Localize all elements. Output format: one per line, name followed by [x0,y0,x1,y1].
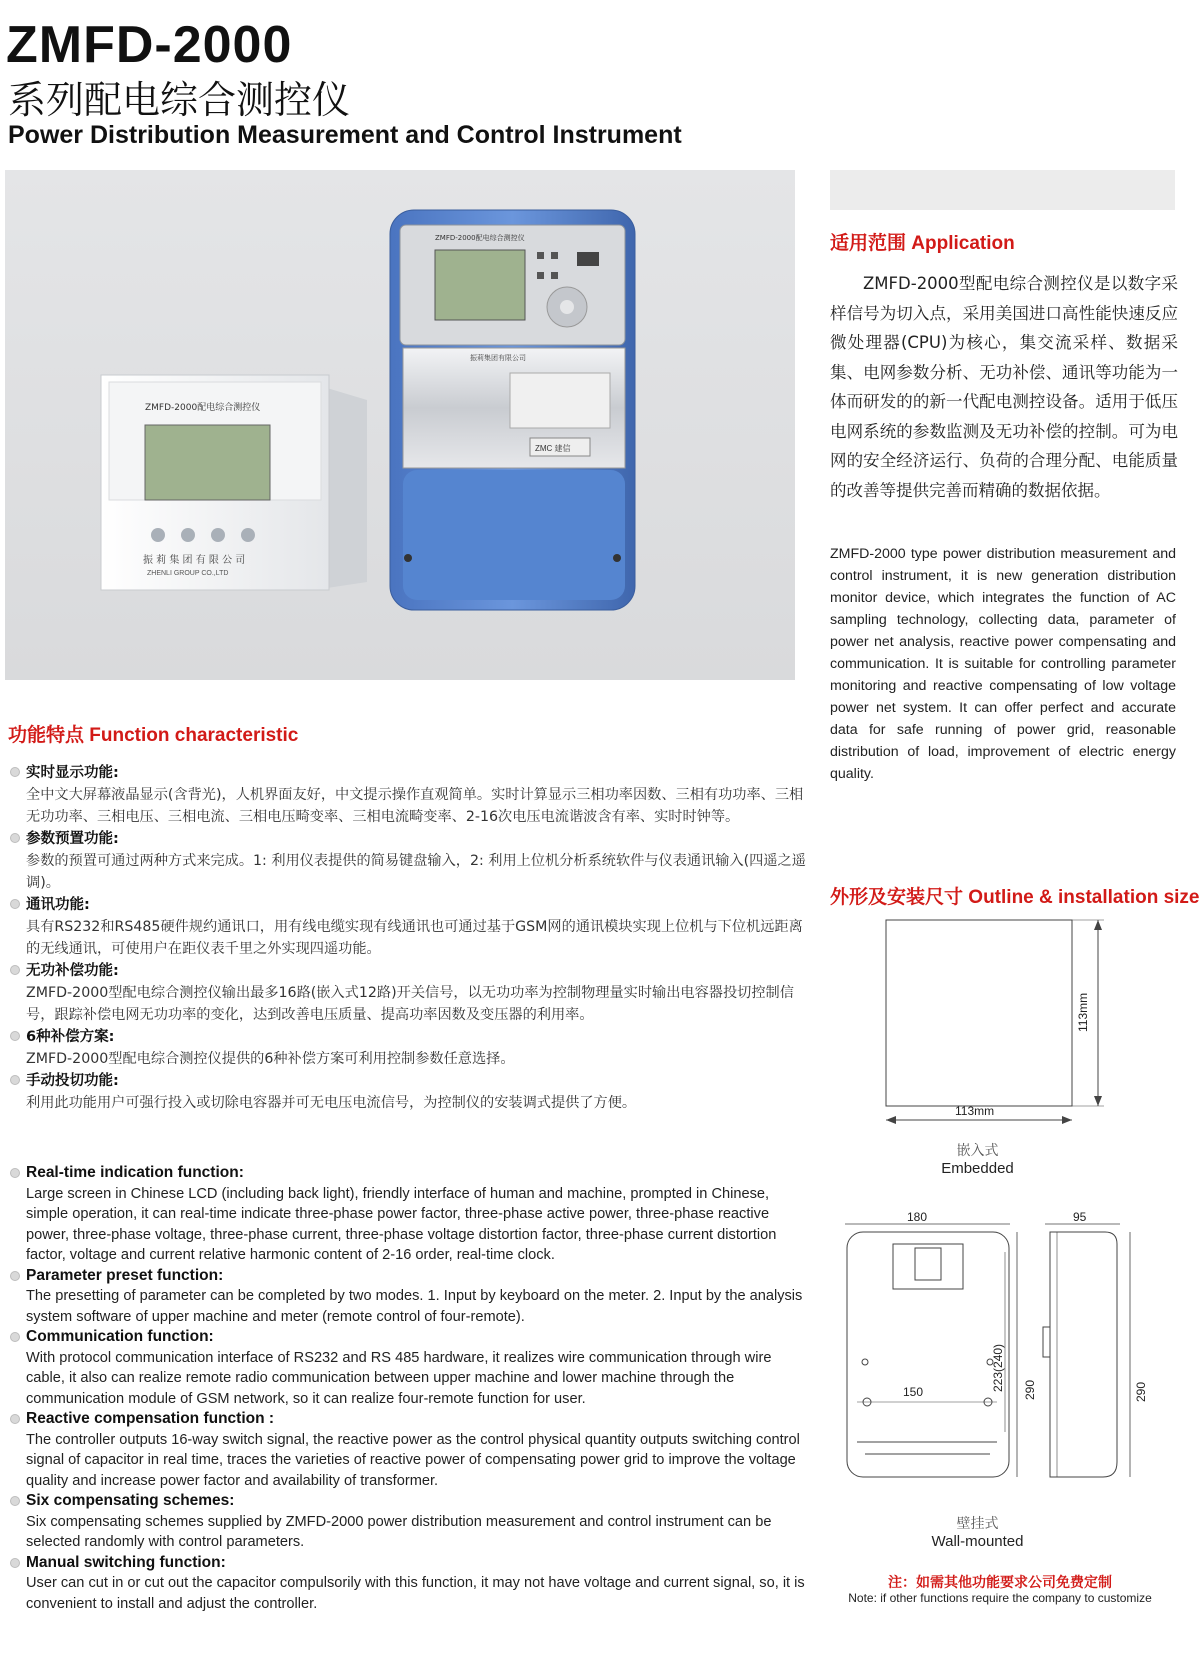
feature-desc: User can cut in or cut out the capacitor compulsorily with this function, it may not have voltage and current signal, so, it is convenient to install and adjust the controller. [26,1575,805,1612]
product-photo [5,170,795,680]
decorative-header-bar [830,170,1175,210]
list-item [8,1553,808,1615]
outline-heading-en: Outline & installation size [968,887,1200,908]
embedded-device-label: ZMFD-2000配电综合测控仪 [145,403,261,413]
embedded-outline-box [886,920,1072,1106]
bullet-icon [10,1332,20,1342]
feature-title: Reactive compensation function : [26,1410,275,1427]
application-heading-en: Application [911,233,1015,254]
wall-caption-en: Wall-mounted [931,1533,1024,1550]
embedded-height-label: 113mm [1076,992,1090,1032]
wall-width-label: 180 [907,1212,928,1224]
application-heading-cn: 适用范围 [830,232,907,254]
embedded-device [101,375,367,590]
bullet-icon [10,1168,20,1178]
bullet-icon [10,1271,20,1281]
list-item [8,960,808,1026]
list-item [8,1163,808,1266]
feature-desc: 具有RS232和RS485硬件规约通讯口，用有线电缆实现有线通讯也可通过基于GSM网的通讯模块实现上位机与下位机远距离的无线通讯，可使用户在距仪表千里之外实现四遥功能。 [26,919,803,957]
feature-title: Real-time indication function: [26,1164,244,1181]
wall-device-label: ZMFD-2000配电综合测控仪 [435,234,525,242]
wall-side-outline [1050,1232,1117,1477]
bullet-icon [10,1414,20,1424]
embedded-width-label: 113mm [955,1104,995,1118]
wall-device-brand: ZMC 建信 [535,444,571,453]
bullet-icon [10,1558,20,1568]
note-cn: 注：如需其他功能要求公司免费定制 [888,1575,1112,1591]
wall-height-label: 290 [1023,1379,1037,1400]
embedded-device-company: 振 莉 集 团 有 限 公 司 [143,555,246,566]
feature-title: 手动投切功能: [26,1073,119,1089]
feature-desc: The controller outputs 16-way switch signal, the reactive power as the control physical quantity outputs switching control signal of capacitor in real time, traces the varieties of reactive power of compensating power grid to improve the voltage quality and increase power factor and availability of transformer. [26,1431,800,1489]
application-text-cn: ZMFD-2000型配电综合测控仪是以数字采样信号为切入点，采用美国进口高性能快速反应微处理器(CPU)为核心，集交流采样、数据采集、电网参数分析、无功补偿、通讯等功能为一体而研发的的新一代配电测控设备。适用于低压电网系统的参数监测及无功补偿的控制。可为电网的安全经济运行、负荷的合理分配、电能质量的改善等提供完善而精确的数据依据。 [830,274,1178,500]
wall-caption-cn: 壁挂式 [956,1516,999,1532]
feature-title: Six compensating schemes: [26,1492,235,1509]
list-item [8,1327,808,1409]
feature-title: 6种补偿方案: [26,1029,115,1045]
list-item [8,828,808,894]
list-item [8,1491,808,1553]
feature-title: 无功补偿功能: [26,963,119,979]
feature-title: 参数预置功能: [26,831,119,847]
bullet-icon [10,833,20,843]
feature-title: 通讯功能: [26,897,90,913]
outline-heading-cn: 外形及安装尺寸 [830,886,964,908]
feature-desc: Six compensating schemes supplied by ZMFD-2000 power distribution measurement and control instrument can be selected randomly with control parameters. [26,1513,772,1550]
wall-front-outline [847,1232,1009,1477]
bullet-icon [10,899,20,909]
function-heading [8,723,298,748]
embedded-caption-en: Embedded [941,1160,1014,1177]
wall-device-company: 振莉集团有限公司 [470,354,526,362]
feature-title: Communication function: [26,1328,214,1345]
function-heading-cn: 功能特点 [8,724,85,746]
application-heading [830,231,1015,256]
application-text-en: ZMFD-2000 type power distribution measurement and control instrument, it is new generation distribution monitor device, which integrates the function of AC sampling technology, collecting data, parameter of power net analysis, reactive power compensating and communication. It is suitable for controlling parameter monitoring and reactive compensating of low voltage power net system. It can offer perfect and accurate data for safe running of power grid, reasonable distribution of load, improvement of electric energy quality. [830,546,1176,782]
list-item [8,1266,808,1328]
bullet-icon [10,1075,20,1085]
list-item [8,1026,808,1070]
wall-inner-height-label: 223(240) [991,1343,1005,1392]
feature-desc: 全中文大屏幕液晶显示(含背光)，人机界面友好，中文提示操作直观简单。实时计算显示三相功率因数、三相有功功率、三相无功功率、三相电压、三相电流、三相电压畸变率、三相电流畸变率、2-16次电压电流谐波含有率、实时时钟等。 [26,787,804,825]
feature-title: Parameter preset function: [26,1266,224,1284]
embedded-caption-cn: 嵌入式 [956,1143,999,1159]
feature-desc: 参数的预置可通过两种方式来完成。1: 利用仪表提供的简易键盘输入，2: 利用上位机分析系统软件与仪表通讯输入(四遥之遥调)。 [26,853,806,891]
feature-desc: ZMFD-2000型配电综合测控仪输出最多16路(嵌入式12路)开关信号，以无功功率为控制物理量实时输出电容器投切控制信号，跟踪补偿电网无功功率的变化，达到改善电压质量、提高功率因数及变压器的利用率。 [26,985,794,1023]
feature-title: Manual switching function: [26,1553,226,1571]
feature-title: 实时显示功能: [26,765,119,781]
wall-depth-label: 95 [1073,1212,1087,1224]
wall-side-height-label: 290 [1134,1381,1148,1402]
model-title: ZMFD-2000 [6,16,293,74]
list-item [8,1409,808,1491]
bullet-icon [10,965,20,975]
wall-device [390,210,635,610]
list-item [8,1070,808,1114]
feature-desc: Large screen in Chinese LCD (including back light), friendly interface of human and machine, prompted in Chinese, simple operation, it can real-time indicate three-phase power factor, three-phase active power, three-phase reactive power, three-phase voltage, three-phase current, three-phase voltage distortion factor, three-phase current distortion factor, voltage and current relative harmonic content of 2-16 order, real-time clock. [26,1185,777,1263]
outline-heading [830,885,1200,910]
list-item [8,894,808,960]
chinese-title: 系列配电综合测控仪 [8,78,351,122]
bullet-icon [10,767,20,777]
wall-bottom-width-label: 150 [903,1385,924,1399]
product-illustration [5,170,795,680]
feature-desc: ZMFD-2000型配电综合测控仪提供的6种补偿方案可利用控制参数任意选择。 [26,1051,515,1067]
embedded-outline-diagram [870,910,1160,1125]
feature-desc: With protocol communication interface of RS232 and RS 485 hardware, it realizes wire communication through wire cable, it also can realize remote radio communication between upper machine and lower machine through the communication module of GSM network, so it can realize four-remote function for user. [26,1349,772,1407]
function-list-cn [8,762,808,1114]
wall-outline-diagram [835,1212,1175,1497]
function-heading-en: Function characteristic [89,725,299,746]
note-en: Note: if other functions require the company to customize [848,1591,1152,1605]
bullet-icon [10,1031,20,1041]
function-list-en [8,1163,808,1614]
bullet-icon [10,1496,20,1506]
english-title: Power Distribution Measurement and Control Instrument [8,121,682,149]
feature-desc: 利用此功能用户可强行投入或切除电容器并可无电压电流信号，为控制仪的安装调式提供了方便。 [26,1095,637,1111]
feature-desc: The presetting of parameter can be completed by two modes. 1. Input by keyboard on the meter. 2. Input by the analysis system software of upper machine and meter (remote control of four-remote). [26,1288,803,1325]
list-item [8,762,808,828]
embedded-device-company-en: ZHENLI GROUP CO.,LTD [147,570,229,577]
